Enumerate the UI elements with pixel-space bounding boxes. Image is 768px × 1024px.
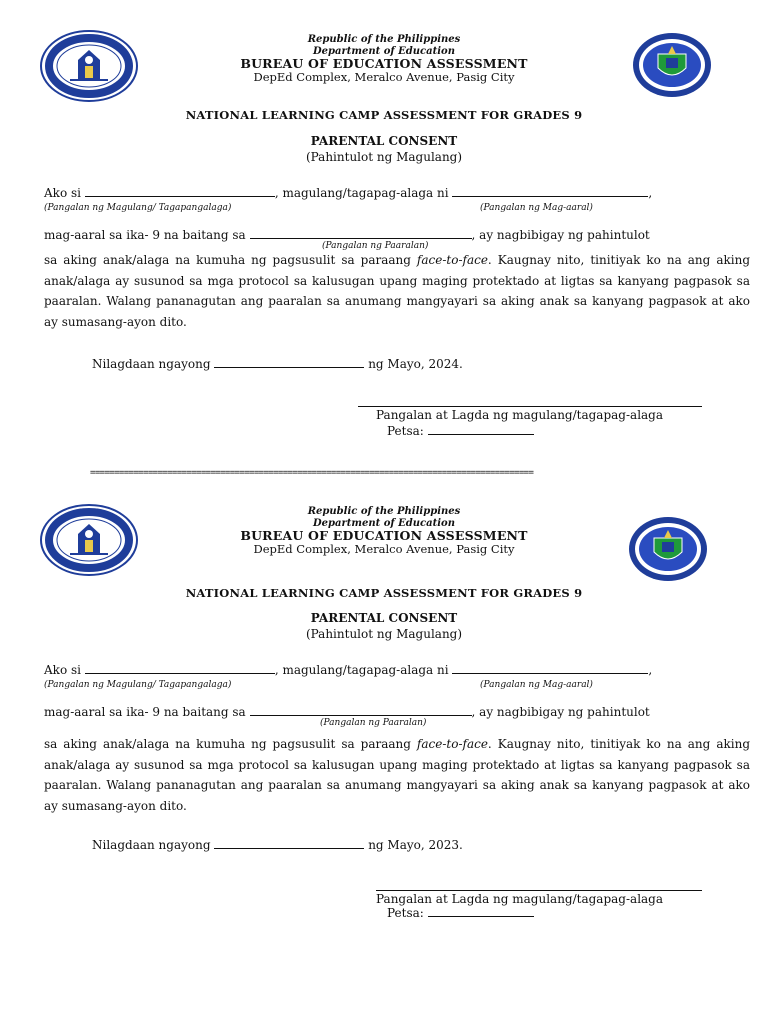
department-text: Department of Education [313,45,455,57]
parent-line [44,663,652,677]
para-start: sa aking anak/alaga na kumuha ng pagsusulit sa paraang [44,253,417,267]
ng-mayo-label: ng Mayo, 2024. [368,357,463,371]
magulang-label: , magulang/tagapag-alaga ni [274,186,449,200]
school-name-blank[interactable] [250,705,472,716]
cut-divider: ============================================================================================ [90,468,534,478]
form-title: NATIONAL LEARNING CAMP ASSESSMENT FOR GRADES 9 [185,108,583,122]
address-text: DepEd Complex, Meralco Avenue, Pasig City [253,70,515,85]
signed-date-line [92,357,463,371]
petsa-label: Petsa: [387,424,424,438]
nagbibigay-label: , ay nagbibigay ng pahintulot [471,228,650,242]
header-block [0,506,768,557]
ako-si-label: Ako si [44,186,81,200]
petsa-line [387,424,534,438]
nagbibigay-label: , ay nagbibigay ng pahintulot [471,705,650,719]
petsa-blank[interactable] [428,424,534,435]
signature-line[interactable] [358,405,702,407]
ako-si-label: Ako si [44,663,81,677]
form-title: NATIONAL LEARNING CAMP ASSESSMENT FOR GRADES 9 [185,586,583,600]
school-name-blank[interactable] [250,228,472,239]
nilagdaan-label: Nilagdaan ngayong [92,838,211,852]
parent-line [44,186,652,200]
student-name-blank[interactable] [452,186,648,197]
signature-label: Pangalan at Lagda ng magulang/tagapag-alaga [376,892,664,906]
signature-line[interactable] [376,889,702,891]
school-line [44,228,650,242]
parent-name-blank[interactable] [85,663,275,674]
consent-title: PARENTAL CONSENT [310,611,458,625]
bureau-text: BUREAU OF EDUCATION ASSESSMENT [240,56,528,71]
signature-label: Pangalan at Lagda ng magulang/tagapag-alaga [376,408,664,422]
consent-heading [0,134,768,165]
consent-form-top [0,0,768,440]
comma: , [648,663,653,677]
signed-date-line [92,838,463,852]
ng-mayo-label: ng Mayo, 2023. [368,838,463,852]
consent-title: PARENTAL CONSENT [310,134,458,148]
caption-school: (Pangalan ng Paaralan) [322,241,429,251]
mag-aaral-label: mag-aaral sa ika- 9 na baitang sa [44,228,246,242]
bureau-text: BUREAU OF EDUCATION ASSESSMENT [240,528,528,543]
consent-paragraph [44,250,750,332]
comma: , [648,186,653,200]
consent-paragraph [44,734,750,816]
magulang-label: , magulang/tagapag-alaga ni [274,663,449,677]
para-rest: . Kaugnay nito, tinitiyak ko na ang aking anak/alaga ay susunod sa mga protocol sa kalusugan upang maging protektado at ligtas sa kanyang pagpasok sa paaralan. Walang pananagutan ang paaralan sa anumang mangyayari sa aking anak sa kanyang pagpasok at ako ay sumasang-ayon dito. [44,737,751,813]
mag-aaral-label: mag-aaral sa ika- 9 na baitang sa [44,705,246,719]
day-blank[interactable] [214,357,364,368]
para-italic: face-to-face [416,253,488,267]
petsa-line [387,906,534,920]
petsa-blank[interactable] [428,906,534,917]
consent-heading [0,611,768,642]
consent-form-bottom [0,476,768,920]
petsa-label: Petsa: [387,906,424,920]
school-line [44,705,650,719]
caption-parent: (Pangalan ng Magulang/ Tagapangalaga) [44,203,232,213]
day-blank[interactable] [214,838,364,849]
nilagdaan-label: Nilagdaan ngayong [92,357,211,371]
para-start: sa aking anak/alaga na kumuha ng pagsusulit sa paraang [44,737,417,751]
consent-subtitle: (Pahintulot ng Magulang) [305,626,463,641]
caption-school: (Pangalan ng Paaralan) [320,718,427,728]
caption-student: (Pangalan ng Mag-aaral) [480,203,593,213]
caption-parent: (Pangalan ng Magulang/ Tagapangalaga) [44,680,232,690]
department-text: Department of Education [313,517,455,529]
consent-subtitle: (Pahintulot ng Magulang) [305,149,463,164]
student-name-blank[interactable] [452,663,648,674]
address-text: DepEd Complex, Meralco Avenue, Pasig City [253,542,515,557]
para-italic: face-to-face [416,737,488,751]
caption-student: (Pangalan ng Mag-aaral) [480,680,593,690]
parent-name-blank[interactable] [85,186,275,197]
republic-text: Republic of the Philippines [307,34,461,45]
para-rest: . Kaugnay nito, tinitiyak ko na ang aking anak/alaga ay susunod sa mga protocol sa kalusugan upang maging protektado at ligtas sa kanyang pagpasok sa paaralan. Walang pananagutan ang paaralan sa anumang mangyayari sa aking anak sa kanyang pagpasok at ako ay sumasang-ayon dito. [44,253,751,329]
republic-text: Republic of the Philippines [307,506,461,517]
header-block [0,34,768,85]
